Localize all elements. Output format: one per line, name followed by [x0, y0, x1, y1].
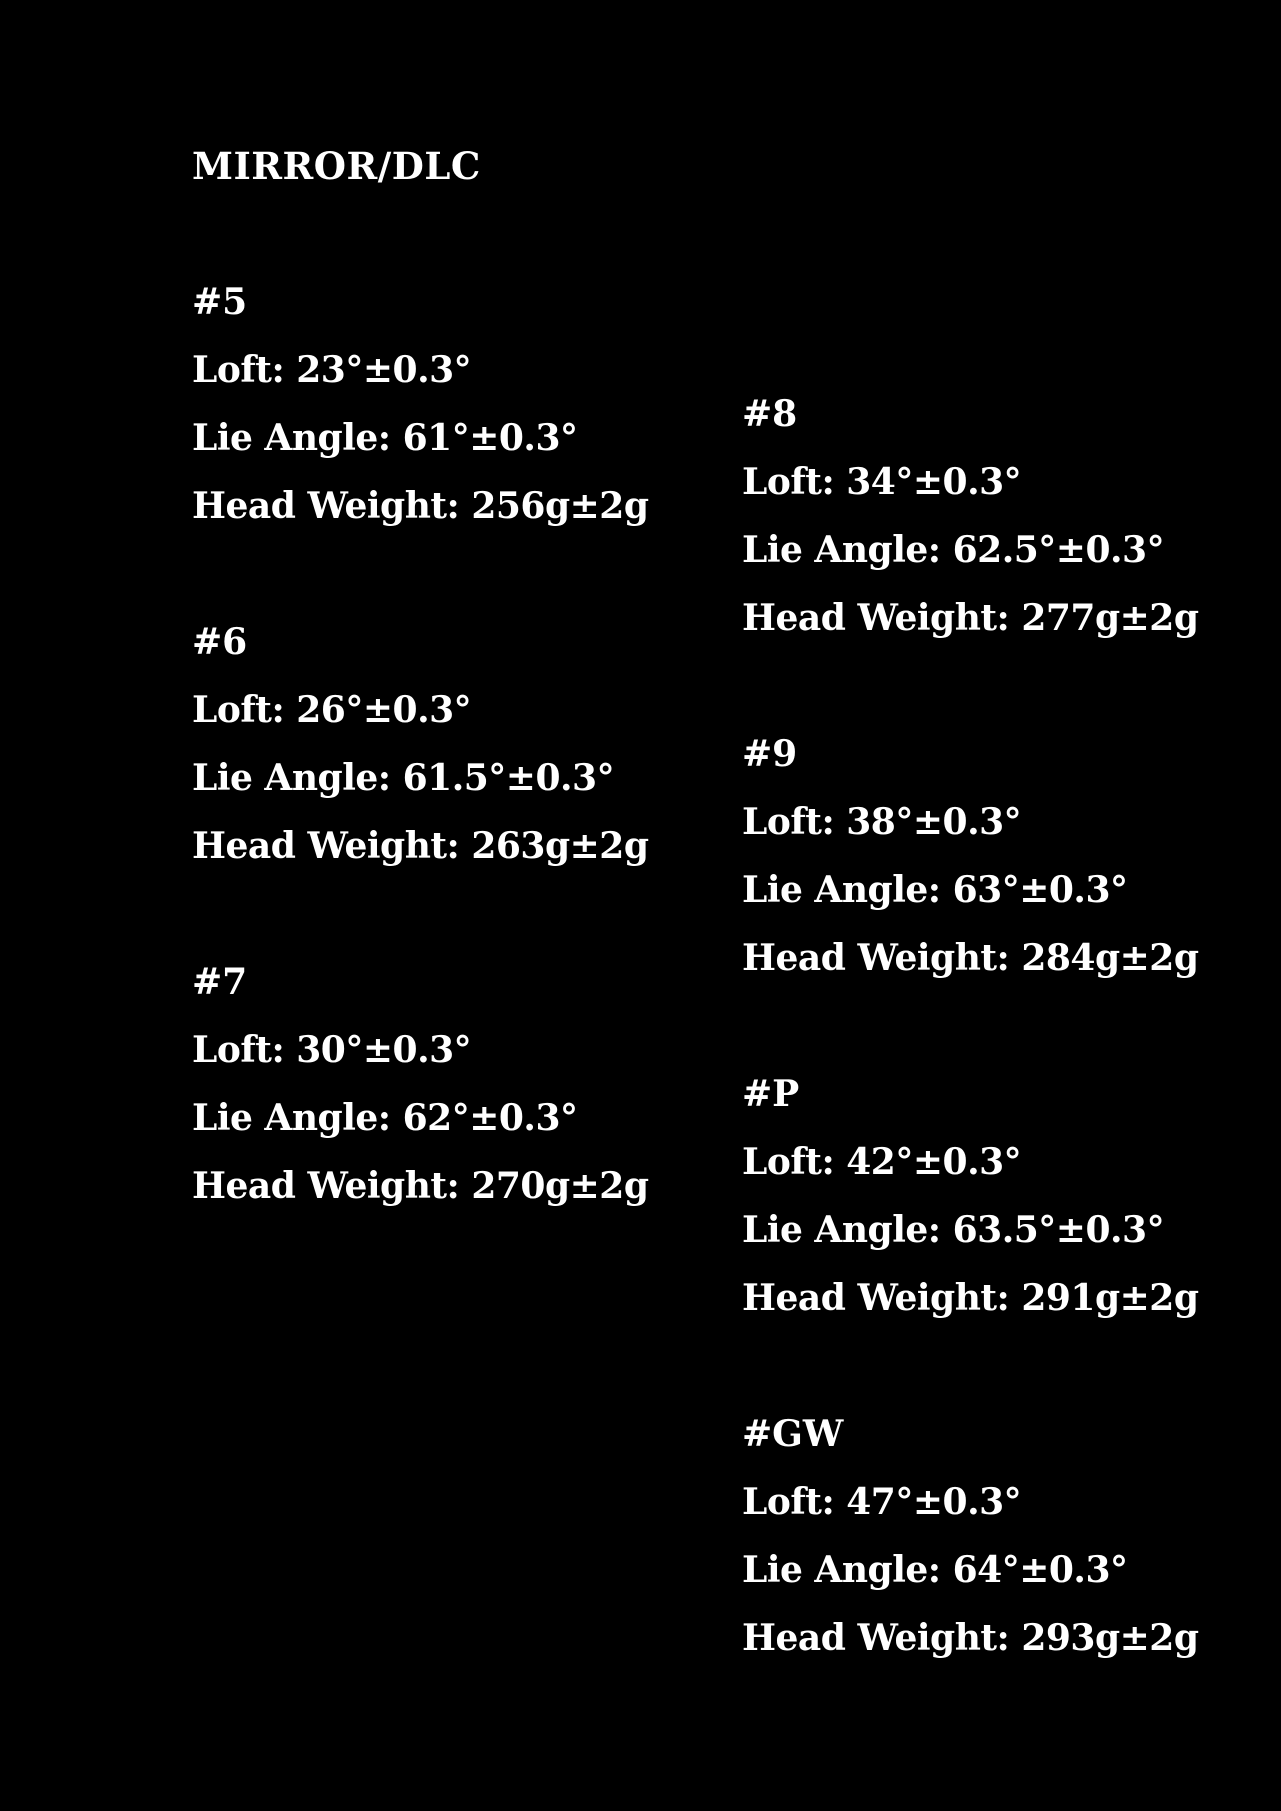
club-head-weight: Head Weight: 284g±2g	[742, 937, 1199, 979]
spec-column-left	[192, 268, 752, 1220]
spec-column-right	[742, 380, 1281, 1672]
club-head-weight: Head Weight: 270g±2g	[192, 1165, 649, 1207]
club-block-p	[742, 1060, 1281, 1332]
club-number: #GW	[742, 1413, 844, 1455]
club-lie-angle: Lie Angle: 62.5°±0.3°	[742, 529, 1165, 571]
club-head-weight: Head Weight: 293g±2g	[742, 1617, 1199, 1659]
club-block-gw	[742, 1400, 1281, 1672]
club-number: #6	[192, 621, 248, 663]
club-block-7	[192, 948, 752, 1220]
club-head-weight: Head Weight: 291g±2g	[742, 1277, 1199, 1319]
club-loft: Loft: 38°±0.3°	[742, 801, 1022, 843]
club-number: #7	[192, 961, 248, 1003]
club-loft: Loft: 47°±0.3°	[742, 1481, 1022, 1523]
club-number: #8	[742, 393, 798, 435]
club-loft: Loft: 42°±0.3°	[742, 1141, 1022, 1183]
club-loft: Loft: 30°±0.3°	[192, 1029, 472, 1071]
club-block-8	[742, 380, 1281, 652]
club-loft: Loft: 23°±0.3°	[192, 349, 472, 391]
club-loft: Loft: 34°±0.3°	[742, 461, 1022, 503]
club-block-5	[192, 268, 752, 540]
club-number: #5	[192, 281, 248, 323]
club-block-9	[742, 720, 1281, 992]
club-head-weight: Head Weight: 256g±2g	[192, 485, 649, 527]
page-title: MIRROR/DLC	[192, 144, 481, 188]
club-number: #9	[742, 733, 798, 775]
club-loft: Loft: 26°±0.3°	[192, 689, 472, 731]
club-number: #P	[742, 1073, 800, 1115]
club-lie-angle: Lie Angle: 63.5°±0.3°	[742, 1209, 1165, 1251]
club-lie-angle: Lie Angle: 63°±0.3°	[742, 869, 1128, 911]
club-lie-angle: Lie Angle: 61°±0.3°	[192, 417, 578, 459]
club-head-weight: Head Weight: 277g±2g	[742, 597, 1199, 639]
club-lie-angle: Lie Angle: 62°±0.3°	[192, 1097, 578, 1139]
club-lie-angle: Lie Angle: 61.5°±0.3°	[192, 757, 615, 799]
club-lie-angle: Lie Angle: 64°±0.3°	[742, 1549, 1128, 1591]
club-block-6	[192, 608, 752, 880]
club-head-weight: Head Weight: 263g±2g	[192, 825, 649, 867]
